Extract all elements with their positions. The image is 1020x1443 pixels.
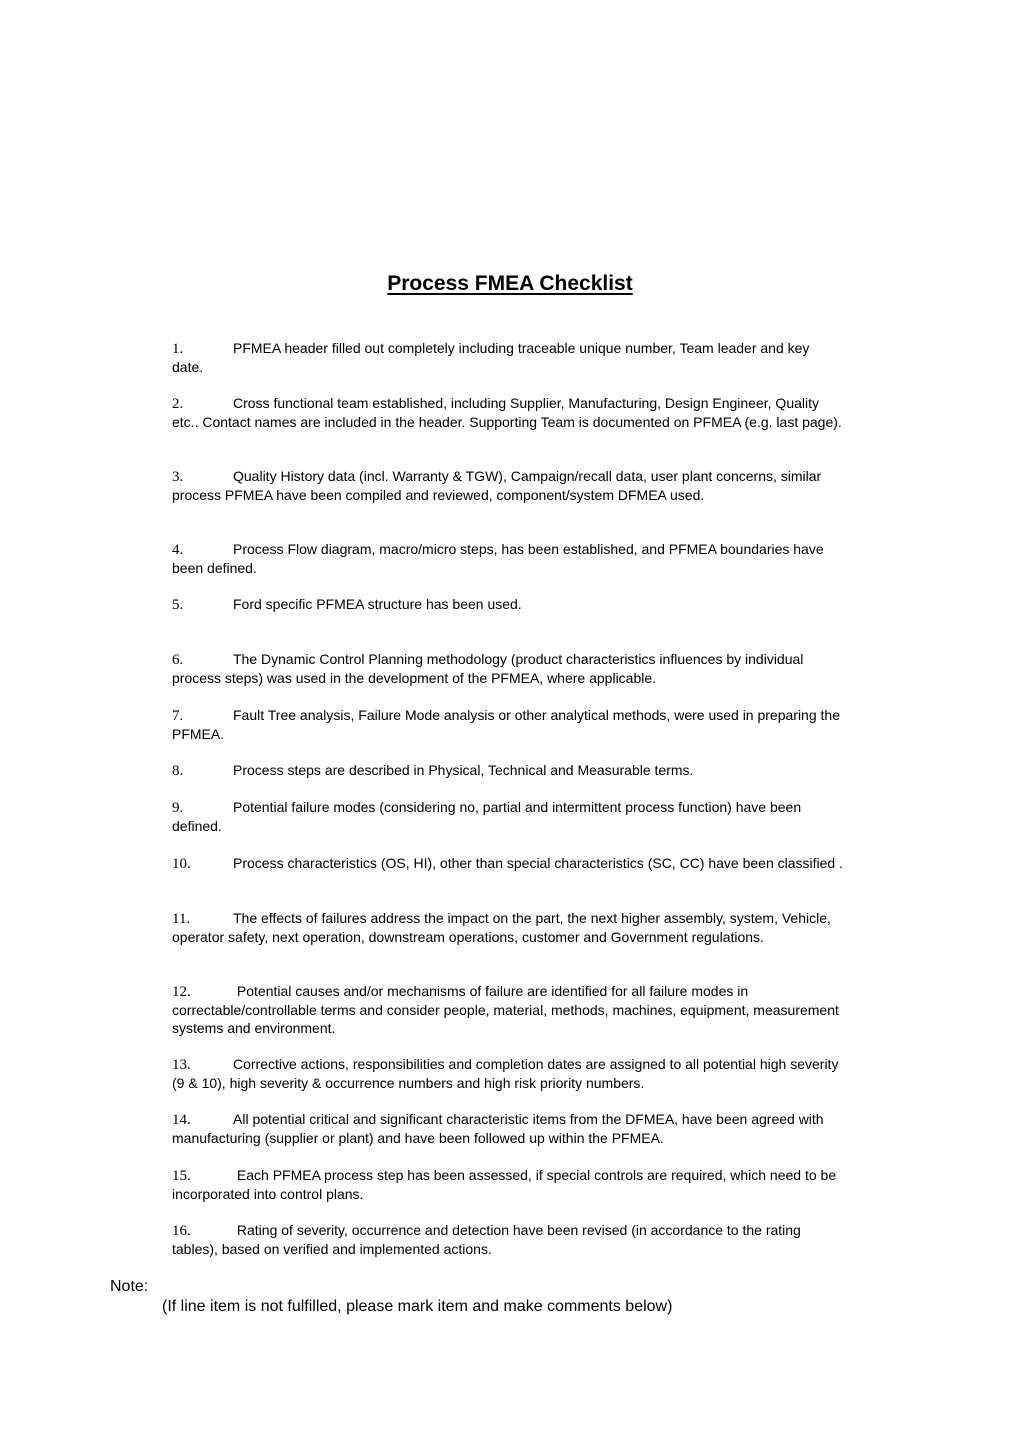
checklist-item <box>172 854 844 873</box>
item-number: 6. <box>172 652 184 668</box>
item-text: The effects of failures address the impact on the part, the next higher assembly, system, Vehicle, operator safety, next operation, downstream operations, customer and Government regulations. <box>172 910 831 946</box>
item-text: All potential critical and significant characteristic items from the DFMEA, have been agreed with manufacturing (supplier or plant) and have been followed up within the PFMEA. <box>172 1111 824 1147</box>
item-text: Rating of severity, occurrence and detection have been revised (in accordance to the rating tables), based on verified and implemented actions. <box>172 1222 801 1258</box>
item-number: 3. <box>172 469 184 485</box>
checklist-item <box>172 798 844 835</box>
checklist-item <box>172 339 844 376</box>
item-number: 16. <box>172 1223 191 1239</box>
note-text: (If line item is not fulfilled, please mark item and make comments below) <box>162 1298 673 1315</box>
item-number: 14. <box>172 1112 191 1128</box>
checklist-item <box>172 1110 844 1147</box>
checklist-item <box>172 909 844 946</box>
item-text: Ford specific PFMEA structure has been used. <box>233 596 522 612</box>
item-number: 11. <box>172 911 191 927</box>
item-text: Process Flow diagram, macro/micro steps, has been established, and PFMEA boundaries have been defined. <box>172 541 824 577</box>
item-text: Fault Tree analysis, Failure Mode analysis or other analytical methods, were used in preparing the PFMEA. <box>172 707 840 743</box>
checklist-item <box>172 761 844 780</box>
note-label: Note: <box>110 1278 149 1295</box>
item-text: Each PFMEA process step has been assessed, if special controls are required, which need to be incorporated into control plans. <box>172 1167 837 1203</box>
item-text: PFMEA header filled out completely including traceable unique number, Team leader and key date. <box>172 340 810 376</box>
item-number: 1. <box>172 341 184 357</box>
item-text: Quality History data (incl. Warranty & TGW), Campaign/recall data, user plant concerns, similar process PFMEA have been compiled and reviewed, component/system DFMEA used. <box>172 468 822 504</box>
item-number: 12. <box>172 984 191 1000</box>
checklist-item <box>172 1166 844 1203</box>
checklist-item <box>172 1221 844 1258</box>
item-text: Process steps are described in Physical, Technical and Measurable terms. <box>233 762 694 778</box>
checklist-item <box>172 467 844 504</box>
item-text: Potential causes and/or mechanisms of failure are identified for all failure modes in correctable/controllable terms and consider people, material, methods, machines, equipment, measurement systems and environment. <box>172 983 839 1037</box>
item-number: 8. <box>172 763 184 779</box>
checklist-item <box>172 706 844 743</box>
checklist-item <box>172 650 844 687</box>
item-number: 5. <box>172 597 184 613</box>
item-number: 10. <box>172 856 191 872</box>
item-number: 2. <box>172 396 184 412</box>
checklist-item <box>172 394 844 431</box>
item-number: 7. <box>172 708 184 724</box>
item-number: 9. <box>172 800 184 816</box>
checklist-item <box>172 595 844 614</box>
item-text: Cross functional team established, including Supplier, Manufacturing, Design Engineer, Quality etc.. Contact names are included in the header. Supporting Team is documented on PFMEA (e.g. last page). <box>172 395 842 431</box>
item-number: 4. <box>172 542 184 558</box>
item-number: 13. <box>172 1057 191 1073</box>
item-text: Corrective actions, responsibilities and completion dates are assigned to all potential high severity (9 & 10), high severity & occurrence numbers and high risk priority numbers. <box>172 1056 839 1092</box>
page-title: Process FMEA Checklist <box>387 272 633 295</box>
item-text: Process characteristics (OS, HI), other than special characteristics (SC, CC) have been classified . <box>233 855 843 871</box>
checklist-item <box>172 540 844 577</box>
item-text: The Dynamic Control Planning methodology (product characteristics influences by individual process steps) was used in the development of the PFMEA, where applicable. <box>172 651 804 687</box>
checklist-item <box>172 1055 844 1092</box>
item-text: Potential failure modes (considering no, partial and intermittent process function) have been defined. <box>172 799 802 835</box>
checklist-item <box>172 982 844 1038</box>
item-number: 15. <box>172 1168 191 1184</box>
